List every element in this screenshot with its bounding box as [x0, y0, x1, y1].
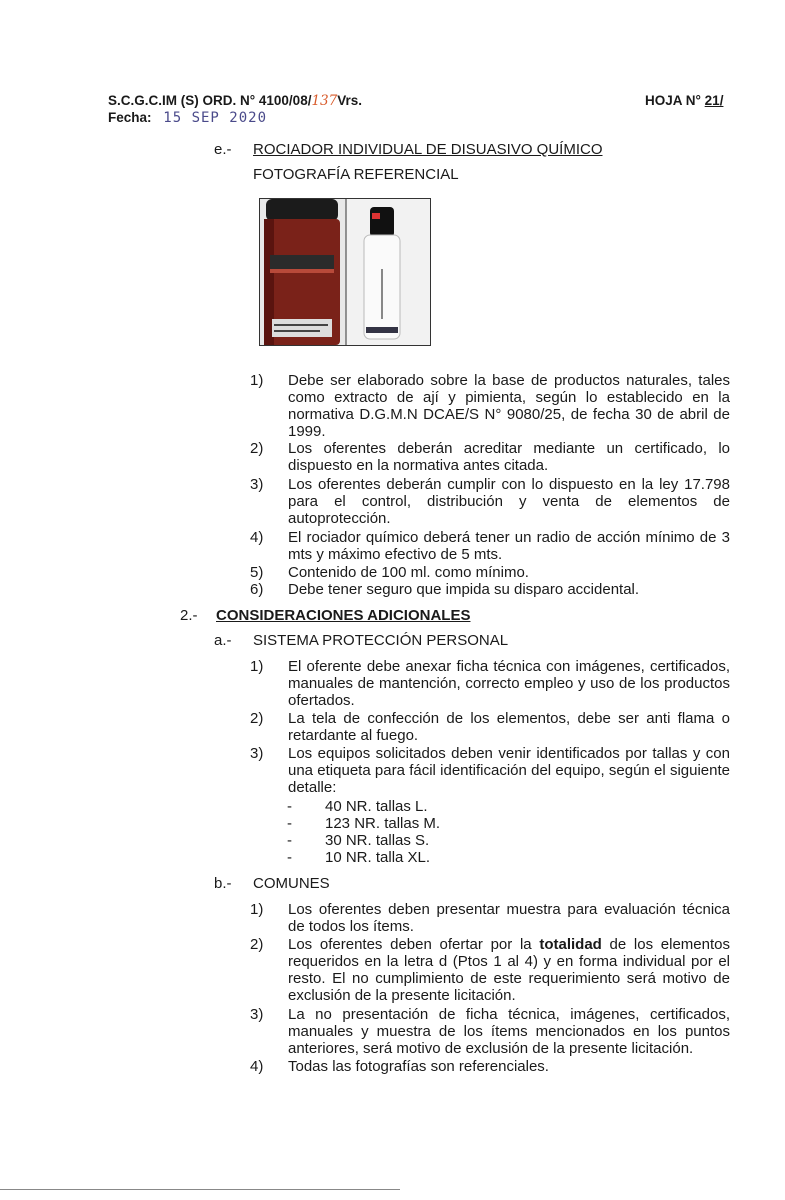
point-number: 3) — [250, 476, 264, 493]
item-e-point-6 — [250, 581, 730, 598]
item-e-point-2 — [250, 440, 730, 474]
point-number: 1) — [250, 901, 264, 918]
item-a-letter: a.- — [214, 632, 232, 649]
point-number: 2) — [250, 440, 264, 457]
item-a-point-3 — [250, 745, 730, 796]
point-text: Debe ser elaborado sobre la base de productos naturales, tales como extracto de ají y pimienta, según lo establecido en la normativa D.G.M.N DCAE/S N° 9080/25, de fecha 30 de abril de 1999. — [288, 372, 730, 440]
reference-photo — [259, 198, 431, 346]
point-text: Los oferentes deberán cumplir con lo dispuesto en la ley 17.798 para el control, distribución y venta de elementos de autoprotección. — [288, 476, 730, 527]
item-e-point-4 — [250, 529, 730, 563]
point-number: 5) — [250, 564, 264, 581]
item-b-point-2 — [250, 936, 730, 1004]
date-stamp: 15 SEP 2020 — [163, 110, 267, 126]
point-number: 1) — [250, 372, 264, 389]
item-e-point-1 — [250, 372, 730, 440]
point-text: La tela de confección de los elementos, debe ser anti flama o retardante al fuego. — [288, 710, 730, 744]
item-b-title: COMUNES — [253, 875, 330, 892]
section-2-title: CONSIDERACIONES ADICIONALES — [216, 607, 471, 624]
item-e-point-3 — [250, 476, 730, 527]
reference-suffix: Vrs. — [337, 93, 363, 108]
point-number: 3) — [250, 1006, 264, 1023]
item-a-point-2 — [250, 710, 730, 744]
document-reference — [108, 92, 362, 110]
point-text: El rociador químico deberá tener un radio de acción mínimo de 3 mts y máximo efectivo de 5 mts. — [288, 529, 730, 563]
reference-prefix: S.C.G.C.IM (S) ORD. N° 4100/08/ — [108, 93, 312, 108]
size-text: 30 NR. tallas S. — [325, 832, 430, 849]
point-text — [288, 936, 730, 1004]
size-item-2: - 123 NR. tallas M. — [287, 815, 441, 832]
point-number: 3) — [250, 745, 264, 762]
item-b-letter: b.- — [214, 875, 232, 892]
point-number: 1) — [250, 658, 264, 675]
size-text: 10 NR. talla XL. — [325, 849, 431, 866]
point-number: 6) — [250, 581, 264, 598]
pepper-spray-photo — [260, 199, 430, 345]
point-number: 2) — [250, 936, 264, 953]
point-text: Debe tener seguro que impida su disparo accidental. — [288, 581, 640, 598]
item-e-point-5 — [250, 564, 730, 581]
point-number: 4) — [250, 529, 264, 546]
item-b-point-1 — [250, 901, 730, 935]
point-number: 2) — [250, 710, 264, 727]
point-text-end: de los elementos requeridos en la letra d (Ptos 1 al 4) y en forma individual por el resto. El no cumplimiento de este requerimiento será motivo de exclusión de la presente licitación. — [288, 936, 730, 1004]
item-a-point-1 — [250, 658, 730, 709]
section-2-number: 2.- — [180, 607, 198, 624]
page-number: 21/ — [704, 93, 724, 108]
size-text: 123 NR. tallas M. — [325, 815, 441, 832]
point-text: Todas las fotografías son referenciales. — [288, 1058, 549, 1075]
point-text: Contenido de 100 ml. como mínimo. — [288, 564, 529, 581]
reference-handwritten-number: 137 — [311, 93, 338, 109]
point-text: Los equipos solicitados deben venir identificados por tallas y con una etiqueta para fácil identificación del equipo, según el siguiente detalle: — [288, 745, 730, 796]
point-text: Los oferentes deben presentar muestra para evaluación técnica de todos los ítems. — [288, 901, 730, 935]
point-number: 4) — [250, 1058, 264, 1075]
point-text: Los oferentes deberán acreditar mediante un certificado, lo dispuesto en la normativa antes citada. — [288, 440, 730, 474]
size-item-1: - 40 NR. tallas L. — [287, 798, 428, 815]
size-text: 40 NR. tallas L. — [325, 798, 428, 815]
item-a-title: SISTEMA PROTECCIÓN PERSONAL — [253, 632, 509, 649]
point-text-start: Los oferentes deben ofertar por la — [288, 936, 540, 953]
footer-rule — [0, 1189, 400, 1190]
size-item-4: - 10 NR. talla XL. — [287, 849, 431, 866]
page-label: HOJA N° — [645, 93, 701, 108]
page-indicator — [645, 92, 723, 109]
date-label: Fecha: — [108, 110, 152, 125]
item-e-title: ROCIADOR INDIVIDUAL DE DISUASIVO QUÍMICO — [253, 141, 603, 158]
date-line — [108, 109, 267, 127]
point-text: La no presentación de ficha técnica, imágenes, certificados, manuales y muestra de los ítems mencionados en los puntos anteriores, será motivo de exclusión de la presente licitación. — [288, 1006, 730, 1057]
point-text: El oferente debe anexar ficha técnica con imágenes, certificados, manuales de mantención, correcto empleo y uso de los productos ofertados. — [288, 658, 730, 709]
item-b-point-4 — [250, 1058, 730, 1075]
item-e-subtitle: FOTOGRAFÍA REFERENCIAL — [253, 166, 459, 183]
item-b-point-3 — [250, 1006, 730, 1057]
item-e-letter: e.- — [214, 141, 232, 158]
point-text-bold: totalidad — [539, 936, 602, 953]
size-item-3: - 30 NR. tallas S. — [287, 832, 430, 849]
